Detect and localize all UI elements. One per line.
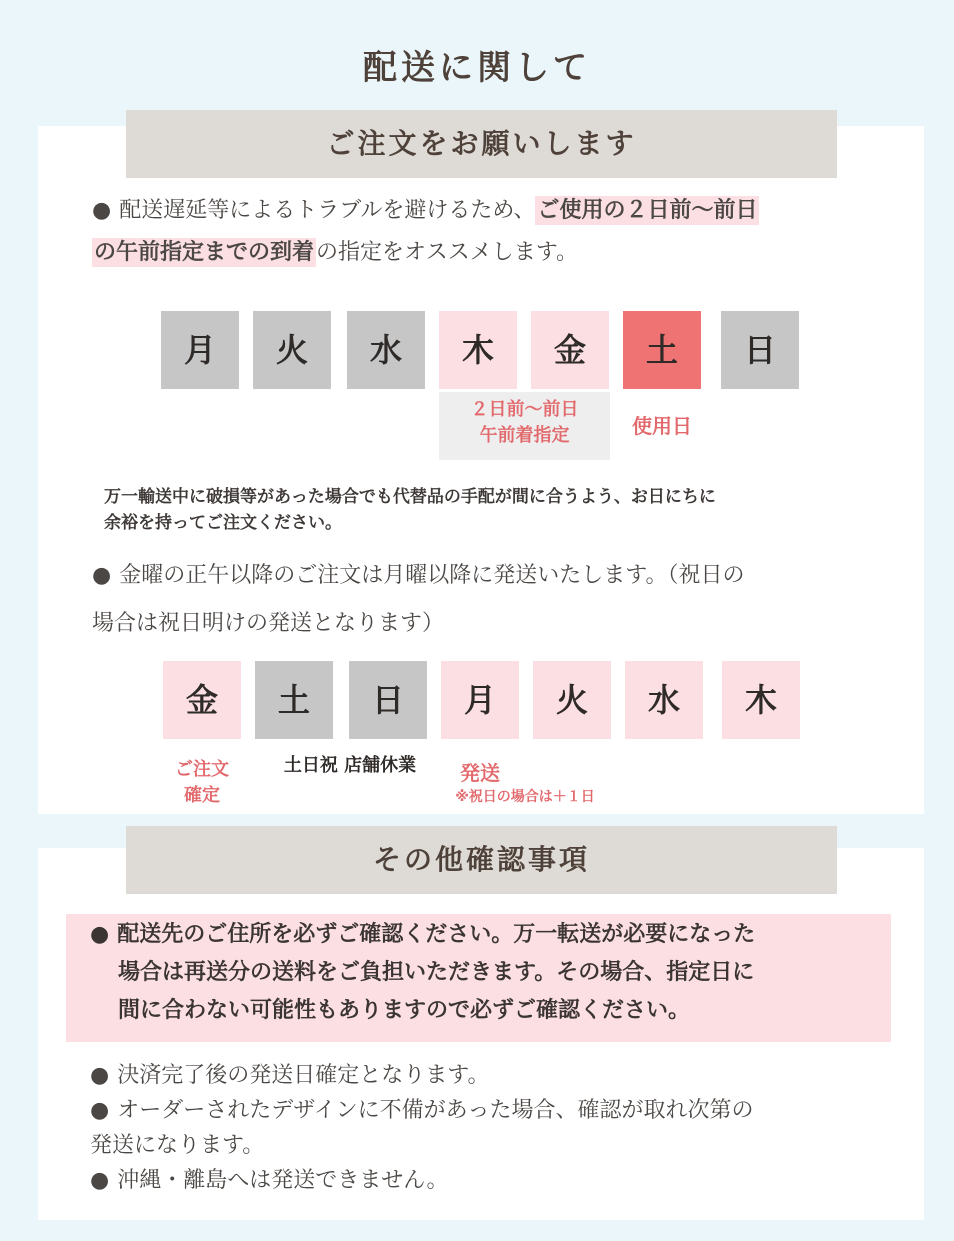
order-section-heading: ご注文をお願いします (126, 110, 837, 178)
week1-day-wed: 水 (347, 311, 425, 389)
recommendation-highlight-2: の午前指定までの到着 (94, 240, 315, 265)
week1-day-sat: 土 (623, 311, 701, 389)
bullet-icon: ● (90, 1098, 110, 1123)
use-day-label: 使用日 (632, 414, 692, 438)
order-confirm-line1: ご注文 (175, 759, 229, 780)
page-title: 配送に関して (363, 48, 591, 88)
week1-day-mon: 月 (161, 311, 239, 389)
address-warning-text (90, 916, 755, 1030)
list-item-text: 決済完了後の発送日確定となります。 (117, 1063, 490, 1088)
arrival-label (439, 397, 610, 449)
recommendation-intro: 配送遅延等によるトラブルを避けるため、 (119, 198, 536, 223)
damage-note-line2: 余裕を持ってご注文ください。 (104, 513, 342, 533)
bullet-icon: ● (92, 563, 112, 588)
friday-order-text (92, 552, 902, 648)
address-warning-line1: 配送先のご住所を必ずご確認ください。万一転送が必要になった (117, 922, 756, 947)
week2-day-sun: 日 (349, 661, 427, 739)
arrival-label-line2: 午前着指定 (479, 425, 570, 446)
recommendation-outro: の指定をオススメします。 (316, 240, 579, 265)
friday-order-line1: 金曜の正午以降のご注文は月曜以降に発送いたします。（祝日の (119, 563, 745, 588)
list-item-continuation: 発送になります。 (90, 1133, 265, 1158)
damage-note-line1: 万一輸送中に破損等があった場合でも代替品の手配が間に合うよう、お日にちに (104, 487, 716, 507)
week2-day-tue: 火 (533, 661, 611, 739)
friday-order-line2: 場合は祝日明けの発送となります） (92, 611, 445, 636)
address-warning-line2: 場合は再送分の送料をご負担いただきます。その場合、指定日に (118, 960, 755, 985)
store-closed-label: 土日祝 店舗休業 (283, 755, 417, 776)
bullet-icon: ● (90, 1063, 110, 1088)
holiday-note-label: ※祝日の場合は＋１日 (455, 789, 595, 805)
other-notes-list (90, 1058, 753, 1198)
list-item-text: オーダーされたデザインに不備があった場合、確認が取れ次第の (117, 1098, 754, 1123)
ship-label: 発送 (460, 761, 500, 785)
week1-day-fri: 金 (531, 311, 609, 389)
order-confirm-line2: 確定 (184, 785, 220, 806)
bullet-icon: ● (90, 922, 110, 947)
order-confirm-label (153, 757, 251, 809)
week2-day-fri: 金 (163, 661, 241, 739)
bullet-icon: ● (90, 1168, 110, 1193)
week1-day-sun: 日 (721, 311, 799, 389)
week1-day-tue: 火 (253, 311, 331, 389)
list-item-text: 沖縄・離島へは発送できません。 (117, 1168, 449, 1193)
week2-day-mon: 月 (441, 661, 519, 739)
list-item (90, 1093, 753, 1128)
order-recommendation-text (92, 190, 902, 274)
bullet-icon: ● (92, 198, 112, 223)
recommendation-highlight-1: ご使用の２日前〜前日 (537, 198, 758, 223)
week2-day-thu: 木 (722, 661, 800, 739)
damage-note (104, 484, 716, 536)
week2-day-sat: 土 (255, 661, 333, 739)
other-section-heading: その他確認事項 (126, 826, 837, 894)
address-warning-line3: 間に合わない可能性もありますので必ずご確認ください。 (118, 998, 691, 1023)
week2-day-wed: 水 (625, 661, 703, 739)
arrival-label-line1: ２日前〜前日 (470, 399, 579, 420)
list-item (90, 1163, 753, 1198)
list-item (90, 1058, 753, 1093)
week1-day-thu: 木 (439, 311, 517, 389)
